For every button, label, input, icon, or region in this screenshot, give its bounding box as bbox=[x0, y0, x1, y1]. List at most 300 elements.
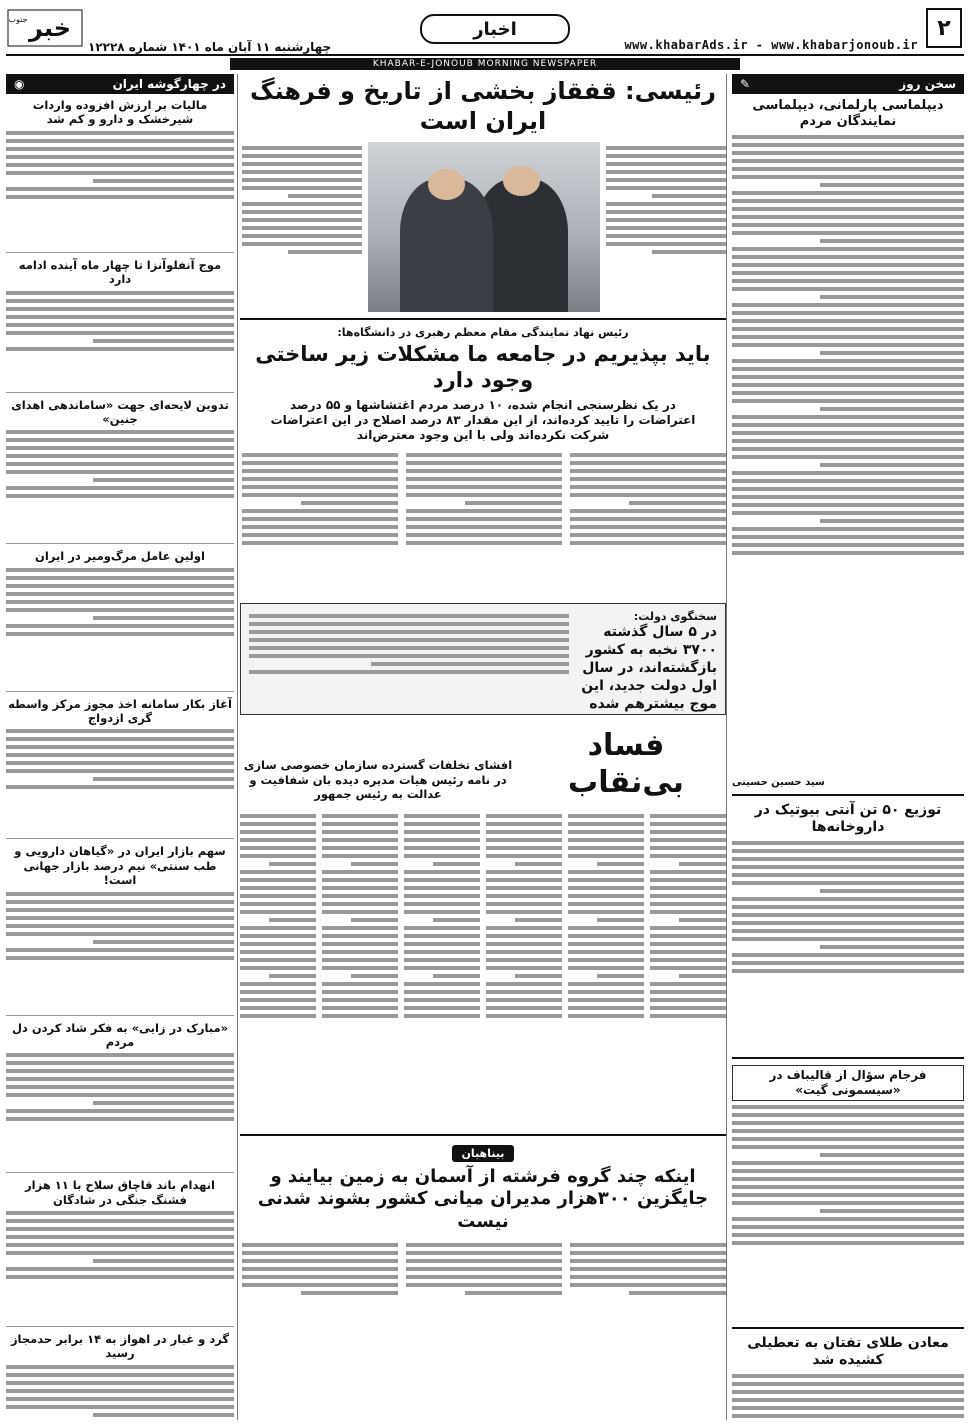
editorial-body bbox=[732, 135, 964, 775]
text-line bbox=[240, 902, 316, 906]
text-line bbox=[570, 485, 726, 489]
text-line bbox=[570, 1243, 726, 1247]
text-line bbox=[732, 953, 964, 957]
callout-headline: در ۵ سال گذشته ۳۷۰۰ نخبه به کشور بازگشته‌اند، در سال اول دولت جدید، این موج بیشترهم شده bbox=[581, 623, 717, 713]
text-line bbox=[242, 1283, 398, 1287]
text-line bbox=[6, 131, 234, 135]
text-line bbox=[240, 886, 316, 890]
text-line bbox=[732, 1161, 964, 1165]
callout-body bbox=[249, 610, 569, 706]
text-line bbox=[242, 1259, 398, 1263]
text-line bbox=[568, 910, 644, 914]
text-line bbox=[568, 894, 644, 898]
text-line bbox=[570, 1251, 726, 1255]
text-line bbox=[404, 1006, 480, 1010]
text-line bbox=[351, 862, 398, 866]
text-line bbox=[6, 1243, 234, 1247]
text-line bbox=[6, 155, 234, 159]
text-line bbox=[732, 929, 964, 933]
text-line bbox=[249, 670, 569, 674]
text-line bbox=[679, 918, 726, 922]
text-line bbox=[568, 886, 644, 890]
story-subhead: در یک نظرسنجی انجام شده، ۱۰ درصد مردم اغتشاشها و ۵۵ درصد اعتراضات را تایید کرده‌اند، از این مقدار ۸۳ درصد اصلاح در این اعتراضات شرکت نکرده‌اند ولی با این وجود معترض‌اند bbox=[270, 397, 696, 442]
text-line bbox=[6, 948, 234, 952]
text-line bbox=[249, 614, 569, 618]
text-line bbox=[568, 814, 644, 818]
text-line bbox=[240, 910, 316, 914]
text-line bbox=[242, 461, 398, 465]
briefs-box-title: در چهارگوشه ایران bbox=[112, 77, 226, 91]
text-line bbox=[570, 1267, 726, 1271]
text-line bbox=[732, 1137, 964, 1141]
divider bbox=[6, 691, 234, 692]
editorial-headline: دیپلماسی پارلمانی، دیپلماسی نمایندگان مردم bbox=[752, 98, 944, 130]
text-line bbox=[732, 247, 964, 251]
text-line bbox=[322, 942, 398, 946]
text-line bbox=[650, 902, 726, 906]
text-line bbox=[242, 533, 398, 537]
text-line bbox=[568, 838, 644, 842]
lead-story bbox=[240, 142, 726, 312]
text-line bbox=[242, 1243, 398, 1247]
bottom-body-columns bbox=[240, 1239, 726, 1331]
text-line bbox=[515, 862, 562, 866]
text-line bbox=[249, 630, 569, 634]
text-line bbox=[240, 822, 316, 826]
text-line bbox=[652, 194, 726, 198]
text-line bbox=[6, 729, 234, 733]
text-line bbox=[242, 154, 362, 158]
text-line bbox=[6, 745, 234, 749]
text-line bbox=[6, 1061, 234, 1065]
brief-body bbox=[6, 131, 234, 247]
brief-headline: اولین عامل مرگ‌ومیر در ایران bbox=[35, 549, 205, 564]
text-line bbox=[240, 838, 316, 842]
text-line bbox=[486, 894, 562, 898]
text-line bbox=[732, 319, 964, 323]
brief-headline: مالیات بر ارزش افزوده واردات شیرخشک و دارو و کم شد bbox=[32, 98, 208, 127]
text-line bbox=[650, 814, 726, 818]
divider bbox=[6, 1326, 234, 1327]
right-column bbox=[732, 74, 964, 1420]
brief-body bbox=[6, 568, 234, 686]
text-line bbox=[732, 1121, 964, 1125]
text-line bbox=[6, 438, 234, 442]
brief-headline: «مبارک در زایی» به فکر شاد کردن دل مردم bbox=[11, 1020, 229, 1049]
text-line bbox=[732, 857, 964, 861]
text-line bbox=[404, 942, 480, 946]
text-line bbox=[486, 846, 562, 850]
lead-story-text bbox=[242, 142, 362, 312]
text-line bbox=[732, 873, 964, 877]
brief-body bbox=[6, 1211, 234, 1321]
text-line bbox=[650, 830, 726, 834]
text-line bbox=[732, 287, 964, 291]
text-line bbox=[6, 1275, 234, 1279]
text-line bbox=[732, 1129, 964, 1133]
text-line bbox=[568, 1014, 644, 1018]
text-line bbox=[406, 485, 562, 489]
divider bbox=[240, 318, 726, 320]
text-line bbox=[570, 541, 726, 545]
masthead bbox=[0, 0, 970, 62]
column-separator bbox=[237, 74, 238, 1420]
text-line bbox=[650, 854, 726, 858]
english-strip: KHABAR-E-JONOUB MORNING NEWSPAPER bbox=[230, 58, 740, 70]
divider bbox=[240, 1134, 726, 1136]
text-line bbox=[650, 990, 726, 994]
text-line bbox=[568, 950, 644, 954]
brief-body bbox=[6, 1053, 234, 1167]
text-line bbox=[322, 926, 398, 930]
text-line bbox=[240, 1014, 316, 1018]
text-line bbox=[371, 662, 569, 666]
story-headline: باید بپذیریم در جامعه ما مشکلات زیر ساختی وجود دارد bbox=[255, 342, 711, 393]
text-line bbox=[486, 910, 562, 914]
logo-text: خبر bbox=[28, 14, 72, 42]
text-line bbox=[570, 509, 726, 513]
text-line bbox=[404, 838, 480, 842]
text-line bbox=[240, 934, 316, 938]
feature-body-columns bbox=[240, 810, 726, 1128]
text-line bbox=[240, 966, 316, 970]
text-line bbox=[322, 910, 398, 914]
text-line bbox=[6, 323, 234, 327]
text-line bbox=[650, 998, 726, 1002]
text-line bbox=[732, 1193, 964, 1197]
text-line bbox=[570, 493, 726, 497]
text-line bbox=[240, 846, 316, 850]
pen-icon: ✎ bbox=[740, 77, 751, 91]
text-line bbox=[6, 576, 234, 580]
text-line bbox=[820, 351, 964, 355]
text-line bbox=[679, 862, 726, 866]
text-line bbox=[568, 958, 644, 962]
feature-subhead: افشای تخلفات گسترده سازمان خصوصی سازی در نامه رئیس هیات مدیره دیده بان شفافیت و عدالت به رئیس جمهور bbox=[243, 758, 513, 802]
text-line bbox=[732, 207, 964, 211]
brief-headline: سهم بازار ایران در «گیاهان دارویی و طب سنتی» نیم درصد بازار جهانی است! bbox=[14, 844, 226, 888]
text-line bbox=[93, 1259, 234, 1263]
text-line bbox=[93, 940, 234, 944]
text-line bbox=[732, 367, 964, 371]
text-line bbox=[732, 1169, 964, 1173]
text-line bbox=[93, 777, 234, 781]
text-line bbox=[732, 375, 964, 379]
text-line bbox=[6, 624, 234, 628]
text-line bbox=[732, 1382, 964, 1386]
text-line bbox=[486, 982, 562, 986]
text-line bbox=[820, 239, 964, 243]
text-line bbox=[322, 950, 398, 954]
feature-header bbox=[240, 727, 726, 802]
spokesperson-box bbox=[240, 603, 726, 715]
text-line bbox=[732, 135, 964, 139]
story-body bbox=[732, 1374, 964, 1421]
text-line bbox=[732, 167, 964, 171]
text-line bbox=[322, 830, 398, 834]
text-line bbox=[6, 446, 234, 450]
text-line bbox=[732, 303, 964, 307]
text-line bbox=[406, 1275, 562, 1279]
text-line bbox=[652, 250, 726, 254]
text-line bbox=[6, 347, 234, 351]
feature-column bbox=[240, 810, 316, 1128]
text-line bbox=[406, 541, 562, 545]
text-line bbox=[6, 1093, 234, 1097]
bottom-column bbox=[242, 1239, 398, 1331]
text-line bbox=[6, 1373, 234, 1377]
text-line bbox=[486, 830, 562, 834]
text-line bbox=[6, 1219, 234, 1223]
text-line bbox=[486, 958, 562, 962]
brief-headline: آغاز بکار سامانه اخذ مجوز مرکز واسطه گری ازدواج bbox=[8, 696, 232, 725]
text-line bbox=[650, 846, 726, 850]
text-line bbox=[732, 383, 964, 387]
text-line bbox=[732, 881, 964, 885]
text-line bbox=[404, 830, 480, 834]
text-line bbox=[242, 146, 362, 150]
text-line bbox=[6, 139, 234, 143]
feature-column bbox=[322, 810, 398, 1128]
text-line bbox=[249, 622, 569, 626]
divider bbox=[6, 543, 234, 544]
briefs-box-header bbox=[6, 74, 234, 94]
text-line bbox=[6, 1109, 234, 1113]
text-line bbox=[322, 870, 398, 874]
text-line bbox=[650, 934, 726, 938]
text-line bbox=[732, 439, 964, 443]
text-line bbox=[322, 990, 398, 994]
text-line bbox=[404, 902, 480, 906]
spokesperson-callout bbox=[577, 609, 717, 713]
text-line bbox=[570, 461, 726, 465]
brief-body bbox=[6, 291, 234, 387]
text-line bbox=[6, 171, 234, 175]
text-line bbox=[732, 279, 964, 283]
text-line bbox=[6, 1365, 234, 1369]
brief-body bbox=[6, 729, 234, 833]
bottom-column bbox=[406, 1239, 562, 1331]
text-line bbox=[820, 463, 964, 467]
text-line bbox=[486, 942, 562, 946]
text-line bbox=[6, 1381, 234, 1385]
text-line bbox=[404, 950, 480, 954]
text-line bbox=[6, 785, 234, 789]
text-line bbox=[570, 453, 726, 457]
page-number: ۲ bbox=[926, 8, 962, 48]
text-line bbox=[650, 894, 726, 898]
story-column bbox=[406, 449, 562, 599]
editorial-author: سید حسین حسینی bbox=[732, 776, 825, 788]
brief-headline: گرد و غبار در اهواز به ۱۴ برابر حدمجاز رسید bbox=[10, 1332, 230, 1361]
text-line bbox=[732, 1177, 964, 1181]
text-line bbox=[406, 1251, 562, 1255]
text-line bbox=[6, 761, 234, 765]
text-line bbox=[6, 900, 234, 904]
text-line bbox=[570, 533, 726, 537]
text-line bbox=[606, 162, 726, 166]
text-line bbox=[820, 295, 964, 299]
lead-headline: رئیسی: قفقاز بخشی از تاریخ و فرهنگ ایران است bbox=[250, 77, 716, 135]
text-line bbox=[515, 974, 562, 978]
text-line bbox=[322, 854, 398, 858]
story-kicker: رئیس نهاد نمایندگی مقام معظم رهبری در دانشگاه‌ها: bbox=[337, 326, 629, 339]
text-line bbox=[242, 517, 398, 521]
text-line bbox=[351, 974, 398, 978]
text-line bbox=[242, 186, 362, 190]
text-line bbox=[6, 470, 234, 474]
text-line bbox=[606, 178, 726, 182]
story-body-columns bbox=[240, 449, 726, 599]
divider bbox=[6, 1172, 234, 1173]
lead-story-text bbox=[606, 142, 726, 312]
text-line bbox=[732, 913, 964, 917]
brief-headline: موج آنفلوآنزا تا چهار ماه آینده ادامه دارد bbox=[18, 257, 222, 287]
text-line bbox=[406, 1259, 562, 1263]
text-line bbox=[486, 998, 562, 1002]
text-line bbox=[240, 926, 316, 930]
text-line bbox=[570, 1275, 726, 1279]
text-line bbox=[732, 471, 964, 475]
text-line bbox=[6, 769, 234, 773]
text-line bbox=[650, 886, 726, 890]
text-line bbox=[404, 934, 480, 938]
text-line bbox=[6, 430, 234, 434]
text-line bbox=[606, 226, 726, 230]
text-line bbox=[6, 632, 234, 636]
text-line bbox=[732, 391, 964, 395]
text-line bbox=[732, 1217, 964, 1221]
text-line bbox=[6, 1227, 234, 1231]
text-line bbox=[6, 924, 234, 928]
brief-headline: تدوین لایحه‌ای جهت «ساماندهی اهدای جنین» bbox=[11, 397, 229, 426]
text-line bbox=[242, 493, 398, 497]
text-line bbox=[93, 339, 234, 343]
text-line bbox=[6, 1211, 234, 1215]
text-line bbox=[242, 170, 362, 174]
text-line bbox=[650, 982, 726, 986]
text-line bbox=[486, 902, 562, 906]
text-line bbox=[242, 1275, 398, 1279]
text-line bbox=[93, 1101, 234, 1105]
text-line bbox=[650, 950, 726, 954]
text-line bbox=[93, 478, 234, 482]
text-line bbox=[606, 210, 726, 214]
text-line bbox=[404, 990, 480, 994]
text-line bbox=[732, 841, 964, 845]
text-line bbox=[240, 950, 316, 954]
text-line bbox=[406, 461, 562, 465]
text-line bbox=[732, 1225, 964, 1229]
text-line bbox=[486, 822, 562, 826]
website-links[interactable]: www.khabarAds.ir - www.khabarjonoub.ir bbox=[624, 38, 918, 52]
text-line bbox=[732, 511, 964, 515]
text-line bbox=[732, 327, 964, 331]
divider bbox=[732, 1057, 964, 1059]
text-line bbox=[322, 1014, 398, 1018]
text-line bbox=[433, 974, 480, 978]
text-line bbox=[406, 509, 562, 513]
text-line bbox=[301, 501, 398, 505]
text-line bbox=[732, 1105, 964, 1109]
story-headline: معادن طلای تفتان به تعطیلی کشیده شد bbox=[747, 1334, 949, 1368]
text-line bbox=[406, 1267, 562, 1271]
text-line bbox=[433, 918, 480, 922]
text-line bbox=[732, 431, 964, 435]
text-line bbox=[404, 958, 480, 962]
text-line bbox=[404, 886, 480, 890]
text-line bbox=[568, 926, 644, 930]
text-line bbox=[6, 163, 234, 167]
text-line bbox=[404, 814, 480, 818]
text-line bbox=[322, 902, 398, 906]
text-line bbox=[732, 1113, 964, 1117]
text-line bbox=[568, 982, 644, 986]
text-line bbox=[732, 199, 964, 203]
text-line bbox=[732, 343, 964, 347]
text-line bbox=[820, 1209, 964, 1213]
text-line bbox=[732, 535, 964, 539]
text-line bbox=[486, 966, 562, 970]
text-line bbox=[732, 479, 964, 483]
text-line bbox=[6, 1077, 234, 1081]
text-line bbox=[242, 469, 398, 473]
divider bbox=[6, 1015, 234, 1016]
text-line bbox=[732, 1233, 964, 1237]
brief-body bbox=[6, 430, 234, 538]
text-line bbox=[732, 551, 964, 555]
text-line bbox=[322, 1006, 398, 1010]
text-line bbox=[732, 215, 964, 219]
text-line bbox=[486, 838, 562, 842]
left-column bbox=[6, 74, 234, 1420]
text-line bbox=[406, 453, 562, 457]
text-line bbox=[404, 894, 480, 898]
text-line bbox=[606, 154, 726, 158]
text-line bbox=[650, 1014, 726, 1018]
text-line bbox=[732, 961, 964, 965]
text-line bbox=[433, 862, 480, 866]
text-line bbox=[732, 969, 964, 973]
text-line bbox=[242, 202, 362, 206]
text-line bbox=[404, 878, 480, 882]
text-line bbox=[606, 170, 726, 174]
column-separator bbox=[726, 74, 727, 1420]
text-line bbox=[732, 487, 964, 491]
text-line bbox=[732, 1145, 964, 1149]
text-line bbox=[240, 830, 316, 834]
text-line bbox=[406, 493, 562, 497]
text-line bbox=[820, 889, 964, 893]
text-line bbox=[732, 151, 964, 155]
text-line bbox=[404, 870, 480, 874]
text-line bbox=[486, 814, 562, 818]
text-line bbox=[650, 838, 726, 842]
text-line bbox=[606, 242, 726, 246]
text-line bbox=[269, 974, 316, 978]
text-line bbox=[732, 231, 964, 235]
text-line bbox=[242, 509, 398, 513]
text-line bbox=[6, 753, 234, 757]
text-line bbox=[568, 846, 644, 850]
divider bbox=[6, 392, 234, 393]
text-line bbox=[732, 191, 964, 195]
text-line bbox=[288, 250, 362, 254]
text-line bbox=[242, 1251, 398, 1255]
text-line bbox=[732, 1406, 964, 1410]
text-line bbox=[6, 584, 234, 588]
text-line bbox=[486, 1014, 562, 1018]
